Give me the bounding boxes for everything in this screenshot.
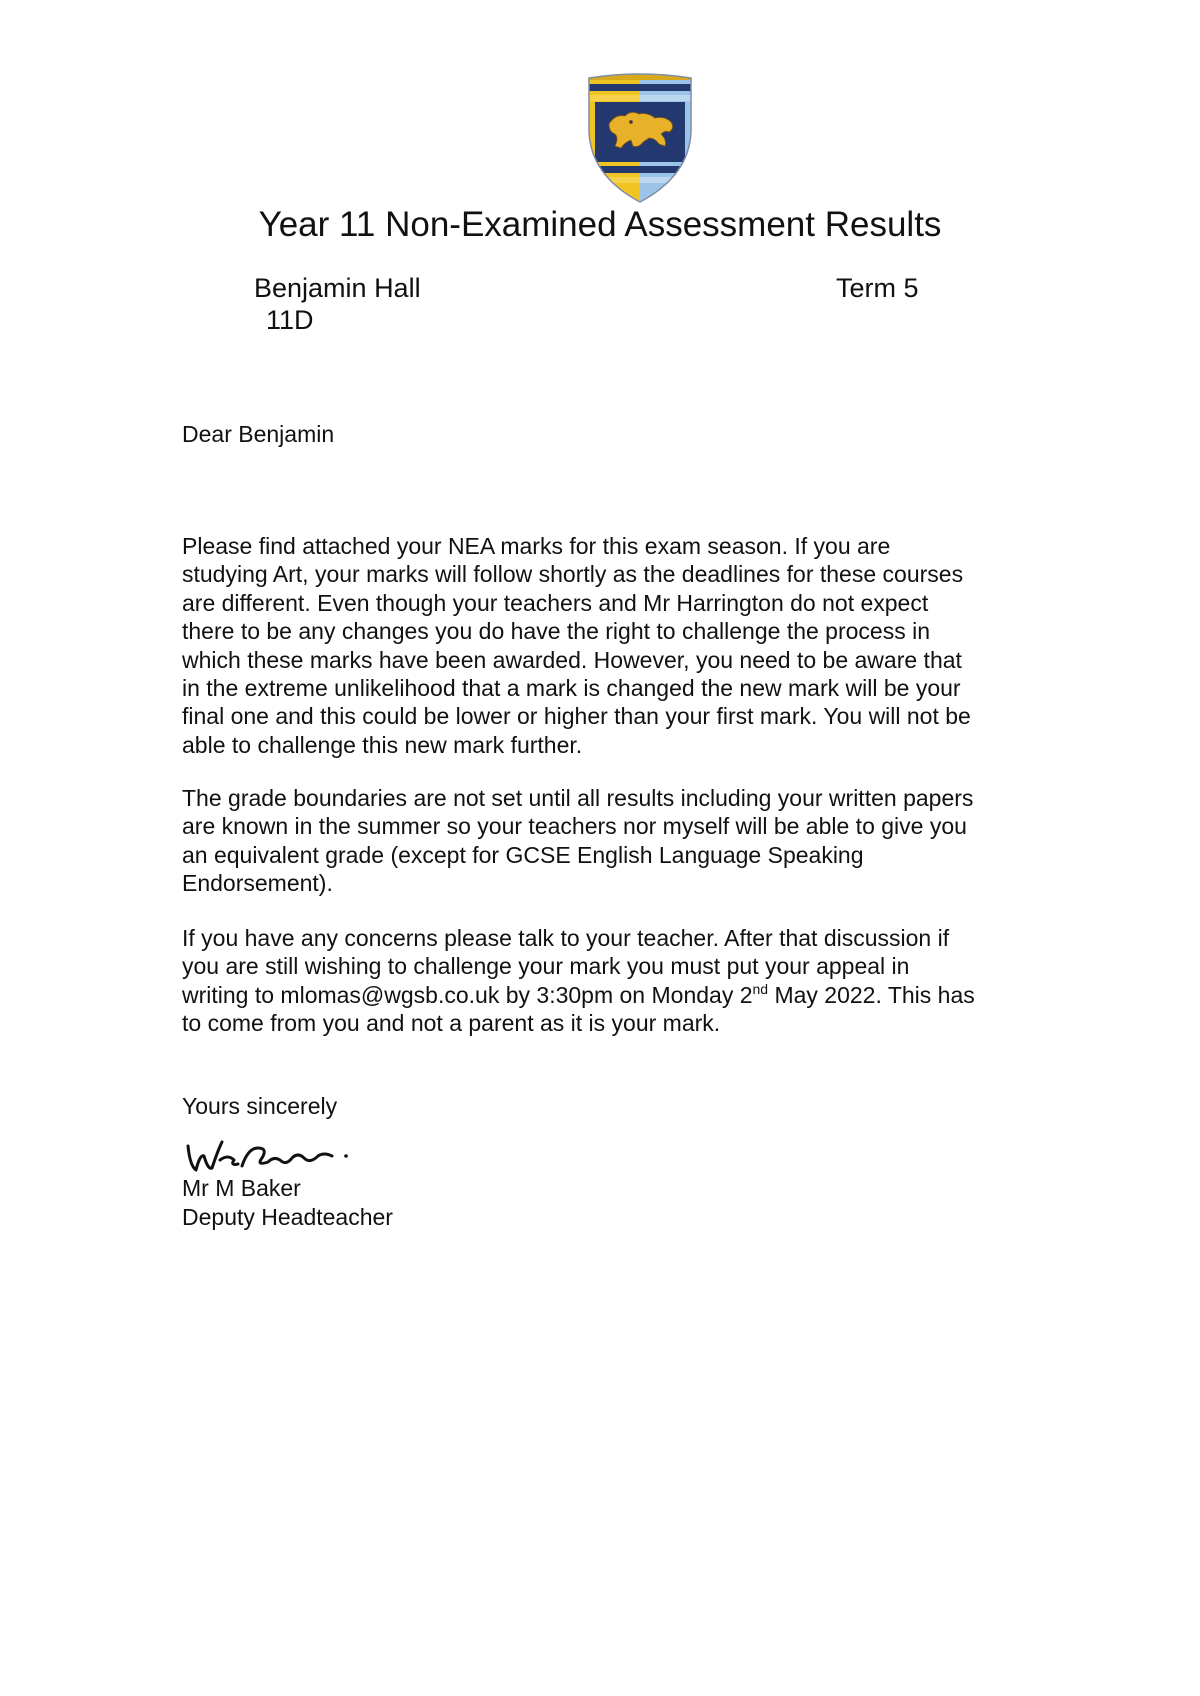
text-line: an equivalent grade (except for GCSE English Language Speaking: [182, 841, 864, 868]
signoff: Yours sincerely: [182, 1093, 338, 1119]
signer-block: [182, 1174, 393, 1232]
lion-icon: [609, 112, 673, 148]
paragraph-nea-marks: [182, 532, 1062, 759]
text-line: to come from you and not a parent as it is your mark.: [182, 1010, 721, 1037]
signer-name: Mr M Baker: [182, 1175, 301, 1201]
form-group: 11D: [266, 305, 314, 335]
text-line: there to be any changes you do have the right to challenge the process in: [182, 618, 931, 645]
ordinal-superscript: nd: [752, 980, 769, 997]
text-line: Endorsement).: [182, 870, 333, 897]
text-line: The grade boundaries are not set until all results including your written papers: [182, 785, 974, 811]
greeting: Dear Benjamin: [182, 421, 335, 447]
term-label: Term 5: [836, 273, 919, 303]
text-line: are different. Even though your teachers and Mr Harrington do not expect: [182, 589, 929, 616]
text-line: Please find attached your NEA marks for this exam season. If you are: [182, 533, 891, 559]
text-line: If you have any concerns please talk to your teacher. After that discussion if: [182, 925, 950, 951]
paragraph-appeal: [182, 924, 1062, 1038]
text-line: studying Art, your marks will follow shortly as the deadlines for these courses: [182, 561, 964, 588]
text-line: you are still wishing to challenge your mark you must put your appeal in: [182, 953, 910, 980]
signer-role: Deputy Headteacher: [182, 1204, 393, 1230]
text-segment: May 2022. This has: [768, 981, 975, 1008]
handwritten-signature-icon: [182, 1126, 382, 1176]
text-line: [182, 981, 1062, 1009]
text-line: are known in the summer so your teachers nor myself will be able to give you: [182, 813, 967, 840]
text-line: which these marks have been awarded. However, you need to be aware that: [182, 646, 962, 673]
text-line: in the extreme unlikelihood that a mark is changed the new mark will be your: [182, 675, 961, 702]
student-name: Benjamin Hall: [254, 273, 421, 303]
page-title: Year 11 Non-Examined Assessment Results: [258, 205, 942, 244]
text-line: able to challenge this new mark further.: [182, 731, 583, 758]
text-segment: writing to mlomas@wgsb.co.uk by 3:30pm on Monday 2: [182, 981, 753, 1008]
paragraph-grade-boundaries: [182, 784, 1062, 898]
text-line: final one and this could be lower or higher than your first mark. You will not be: [182, 703, 971, 730]
school-crest-icon: [585, 72, 695, 204]
